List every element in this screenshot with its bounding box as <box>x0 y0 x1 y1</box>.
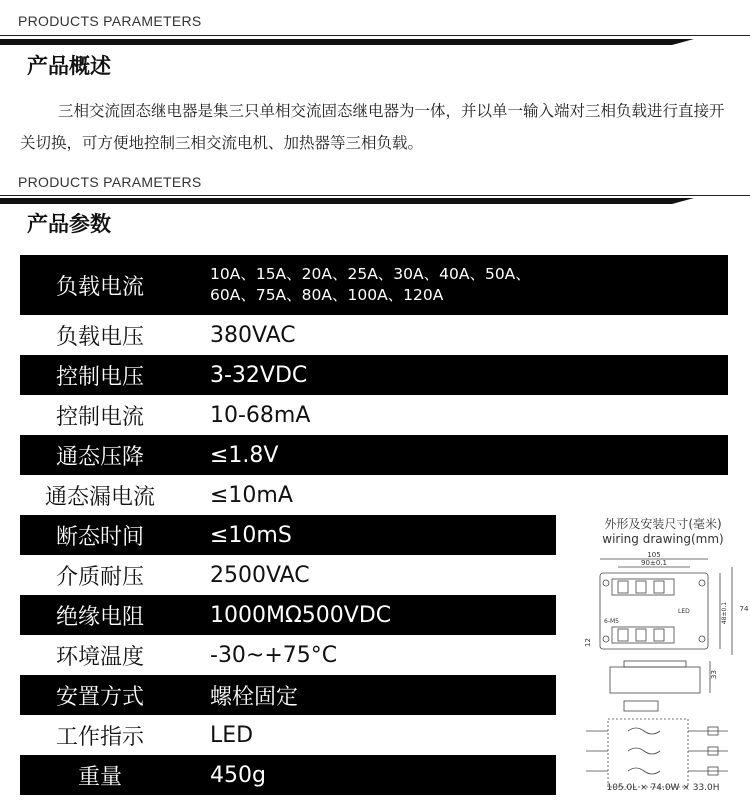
param-label: 重量 <box>77 764 122 790</box>
dim-height: 74 <box>739 605 748 613</box>
param-label: 工作指示 <box>55 724 144 750</box>
param-row <box>20 395 728 435</box>
param-row <box>20 315 728 355</box>
drawing-caption-cn: 外形及安装尺寸(毫米) <box>604 517 722 531</box>
overview-text: 三相交流固态继电器是集三只单相交流固态继电器为一体，并以单一输入端对三相负载进行直接开关切换，可方便地控制三相交流电机、加热器等三相负载。 <box>20 102 725 152</box>
section-header-en: PRODUCTS PARAMETERS <box>18 13 202 29</box>
param-row <box>20 555 556 595</box>
param-value: 10-68mA <box>210 402 311 428</box>
relay-outline-diagram <box>578 549 748 799</box>
param-row <box>20 595 556 635</box>
screw-label: 6-M5 <box>604 618 619 625</box>
param-value: 3-32VDC <box>210 362 308 388</box>
param-row <box>20 475 728 515</box>
dim-side: 12 <box>584 638 592 647</box>
param-row <box>20 355 728 395</box>
param-label: 安置方式 <box>55 684 144 710</box>
param-row <box>20 435 728 475</box>
section-header-en: PRODUCTS PARAMETERS <box>18 174 202 190</box>
param-value: 2500VAC <box>210 562 310 588</box>
param-label: 控制电压 <box>55 364 144 390</box>
param-value <box>210 255 531 315</box>
param-value: 1000MΩ500VDC <box>210 602 392 628</box>
param-label: 介质耐压 <box>55 564 144 590</box>
param-row <box>20 755 556 795</box>
drawing-dimensions: 105.0L × 74.0W × 33.0H <box>606 783 720 793</box>
wiring-drawing <box>578 515 748 800</box>
param-row <box>20 675 556 715</box>
param-row <box>20 715 556 755</box>
param-value: ≤1.8V <box>210 442 279 468</box>
section-header-overview <box>0 0 750 48</box>
header-rule-thin <box>0 35 750 36</box>
param-label: 负载电流 <box>55 274 144 300</box>
param-value: ≤10mA <box>210 482 293 508</box>
param-label: 断态时间 <box>55 524 144 550</box>
section-header-params <box>0 170 750 210</box>
overview-title: 产品概述 <box>27 54 111 78</box>
param-value-line: 10A、15A、20A、25A、30A、40A、50A、 <box>210 265 531 283</box>
dim-hole-h: 48±0.1 <box>721 601 728 625</box>
param-label: 环境温度 <box>55 644 144 670</box>
param-value: -30~+75°C <box>210 642 338 668</box>
header-rule-thick <box>0 39 672 45</box>
param-label: 控制电流 <box>55 404 144 430</box>
param-row <box>20 635 556 675</box>
drawing-caption-en: wiring drawing(mm) <box>602 532 724 546</box>
param-label: 通态漏电流 <box>44 484 155 510</box>
param-row <box>20 255 728 315</box>
param-label: 通态压降 <box>55 444 144 470</box>
header-rule-thick <box>0 198 672 204</box>
param-value: 380VAC <box>210 322 296 348</box>
param-value-line: 60A、75A、80A、100A、120A <box>210 286 444 304</box>
param-value: ≤10mS <box>210 522 292 548</box>
param-value: 螺栓固定 <box>210 684 299 710</box>
param-row <box>20 515 556 555</box>
param-value: 450g <box>210 762 266 788</box>
param-label: 绝缘电阻 <box>55 604 144 630</box>
led-label: LED <box>678 608 690 615</box>
dim-hole: 90±0.1 <box>641 559 667 567</box>
param-value: LED <box>210 722 254 748</box>
param-label: 负载电压 <box>55 324 144 350</box>
overview-paragraph <box>20 95 732 159</box>
params-title: 产品参数 <box>27 212 111 236</box>
dim-depth: 33 <box>710 670 718 679</box>
header-rule-thin <box>0 195 750 196</box>
dim-width: 105 <box>647 551 661 559</box>
